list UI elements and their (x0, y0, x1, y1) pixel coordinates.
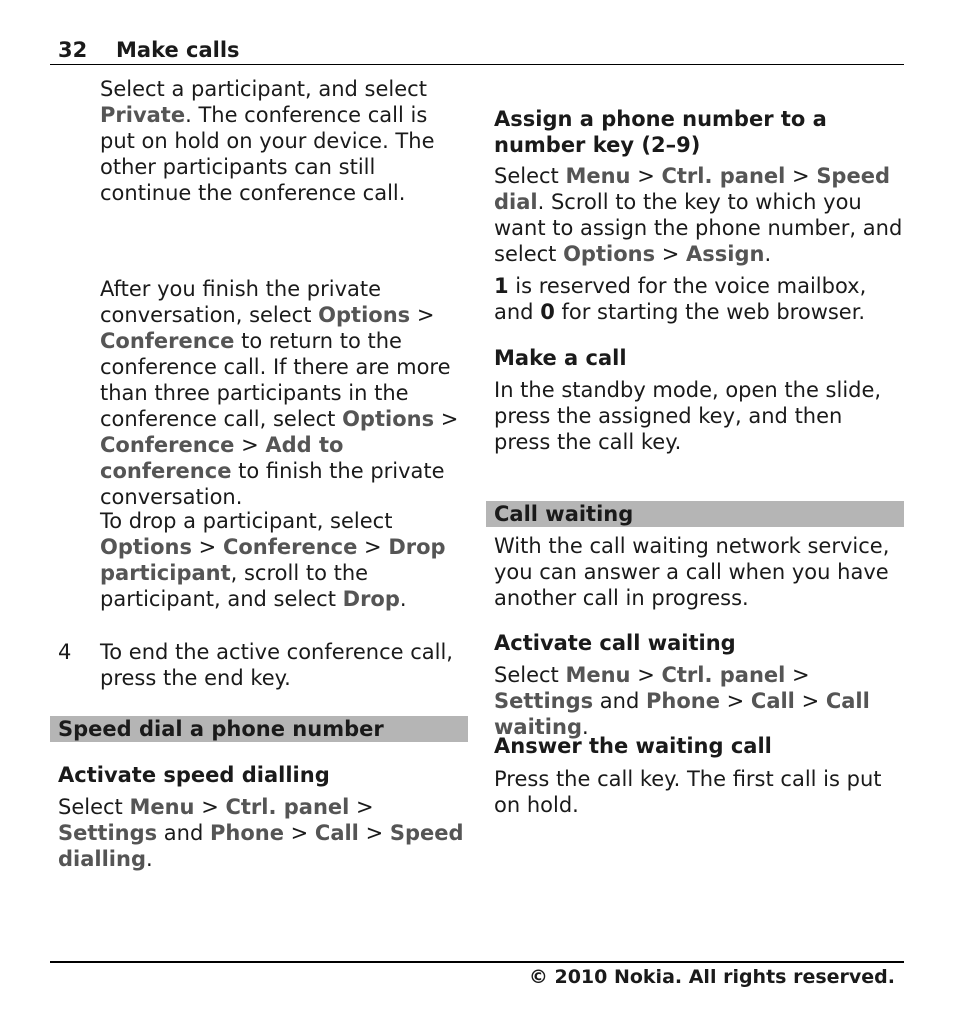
separator: > (234, 433, 266, 457)
call-waiting-intro: With the call waiting network service, you can answer a call when you have another call in progress. (494, 534, 890, 610)
key-0: 0 (540, 300, 555, 324)
text: for starting the web browser. (554, 300, 866, 324)
ui-drop-participant: Drop participant (100, 535, 446, 585)
text: . (399, 587, 407, 611)
subheading-activate-speed-dialling: Activate speed dialling (58, 763, 330, 787)
ui-settings: Settings (494, 689, 594, 713)
separator: > (194, 795, 226, 819)
ui-conference: Conference (100, 329, 235, 353)
after-private-paragraph (50, 276, 468, 510)
ui-private: Private (100, 103, 186, 127)
ui-options: Options (318, 303, 411, 327)
private-paragraph (50, 76, 468, 206)
text: . Scroll to the key to which you want to assign the phone number, and select (494, 190, 903, 266)
ui-phone: Phone (209, 821, 284, 845)
text: To drop a participant, select (100, 509, 393, 533)
ui-phone: Phone (645, 689, 720, 713)
text: Select (494, 164, 566, 188)
separator: > (358, 821, 390, 845)
ui-conference: Conference (100, 433, 235, 457)
subheading-activate-call-waiting: Activate call waiting (494, 631, 736, 655)
reserved-keys-paragraph (486, 273, 904, 325)
ui-call: Call (314, 821, 359, 845)
header-rule (50, 64, 904, 65)
separator: > (349, 795, 374, 819)
section-heading-call-waiting: Call waiting (486, 501, 904, 527)
text: Select (494, 663, 566, 687)
text: to finish the private conversation. (100, 459, 445, 509)
text: is reserved for the voice mailbox, and (494, 274, 867, 324)
text: , scroll to the participant, and select (100, 561, 369, 611)
text: and (593, 689, 646, 713)
answer-waiting-call-paragraph: Press the call key. The first call is put on hold. (494, 767, 882, 817)
separator: > (283, 821, 315, 845)
text: and (157, 821, 210, 845)
subheading-make-a-call: Make a call (494, 346, 627, 370)
ui-ctrl-panel: Ctrl. panel (225, 795, 350, 819)
ui-add-to-conference: Add to conference (100, 433, 344, 483)
ui-speed-dialling: Speed dialling (58, 821, 464, 871)
ui-conference: Conference (222, 535, 358, 559)
separator: > (410, 303, 435, 327)
separator: > (719, 689, 751, 713)
step-text: To end the active conference call, press the end key. (100, 640, 453, 690)
page-number: 32 (58, 38, 88, 62)
ui-options: Options (342, 407, 435, 431)
subheading-answer-waiting-call: Answer the waiting call (494, 734, 772, 758)
separator: > (434, 407, 459, 431)
ui-ctrl-panel: Ctrl. panel (661, 164, 786, 188)
key-1: 1 (494, 274, 509, 298)
text: After you finish the private conversation, select (100, 277, 382, 327)
text: . (145, 847, 153, 871)
ui-assign: Assign (686, 242, 765, 266)
drop-participant-paragraph (50, 508, 468, 612)
separator: > (655, 242, 687, 266)
ui-menu: Menu (565, 663, 631, 687)
page-header (58, 37, 240, 63)
text: Select a participant, and select (100, 77, 427, 101)
chapter-title: Make calls (116, 38, 240, 62)
subheading-assign-number: Assign a phone number to a number key (2–9) (494, 107, 827, 157)
step-4 (50, 639, 468, 691)
text: . The conference call is put on hold on your device. The other participants can still continue the conference call. (100, 103, 435, 205)
separator: > (785, 164, 817, 188)
ui-options: Options (563, 242, 656, 266)
separator: > (630, 164, 662, 188)
ui-menu: Menu (129, 795, 195, 819)
make-a-call-paragraph: In the standby mode, open the slide, press the assigned key, and then press the call key. (494, 378, 882, 454)
text: . (764, 242, 772, 266)
ui-call-waiting: Call waiting (494, 689, 870, 739)
activate-call-waiting-paragraph (486, 662, 904, 740)
text: Select (58, 795, 130, 819)
separator: > (794, 689, 826, 713)
separator: > (630, 663, 662, 687)
copyright: © 2010 Nokia. All rights reserved. (528, 966, 895, 988)
ui-ctrl-panel: Ctrl. panel (661, 663, 786, 687)
separator: > (785, 663, 810, 687)
ui-settings: Settings (58, 821, 158, 845)
separator: > (192, 535, 223, 559)
section-heading-speed-dial: Speed dial a phone number (50, 716, 468, 742)
ui-options: Options (100, 535, 192, 559)
footer-rule (50, 961, 904, 963)
activate-speed-dialling-paragraph (50, 794, 468, 872)
text: to return to the conference call. If there are more than three participants in the conference call, select (100, 329, 451, 431)
ui-speed-dial: Speed dial (494, 164, 890, 214)
text: . (582, 715, 589, 739)
ui-drop: Drop (342, 587, 400, 611)
ui-menu: Menu (565, 164, 631, 188)
separator: > (357, 535, 389, 559)
assign-number-paragraph (486, 163, 904, 267)
step-number: 4 (58, 640, 72, 664)
ui-call: Call (750, 689, 795, 713)
